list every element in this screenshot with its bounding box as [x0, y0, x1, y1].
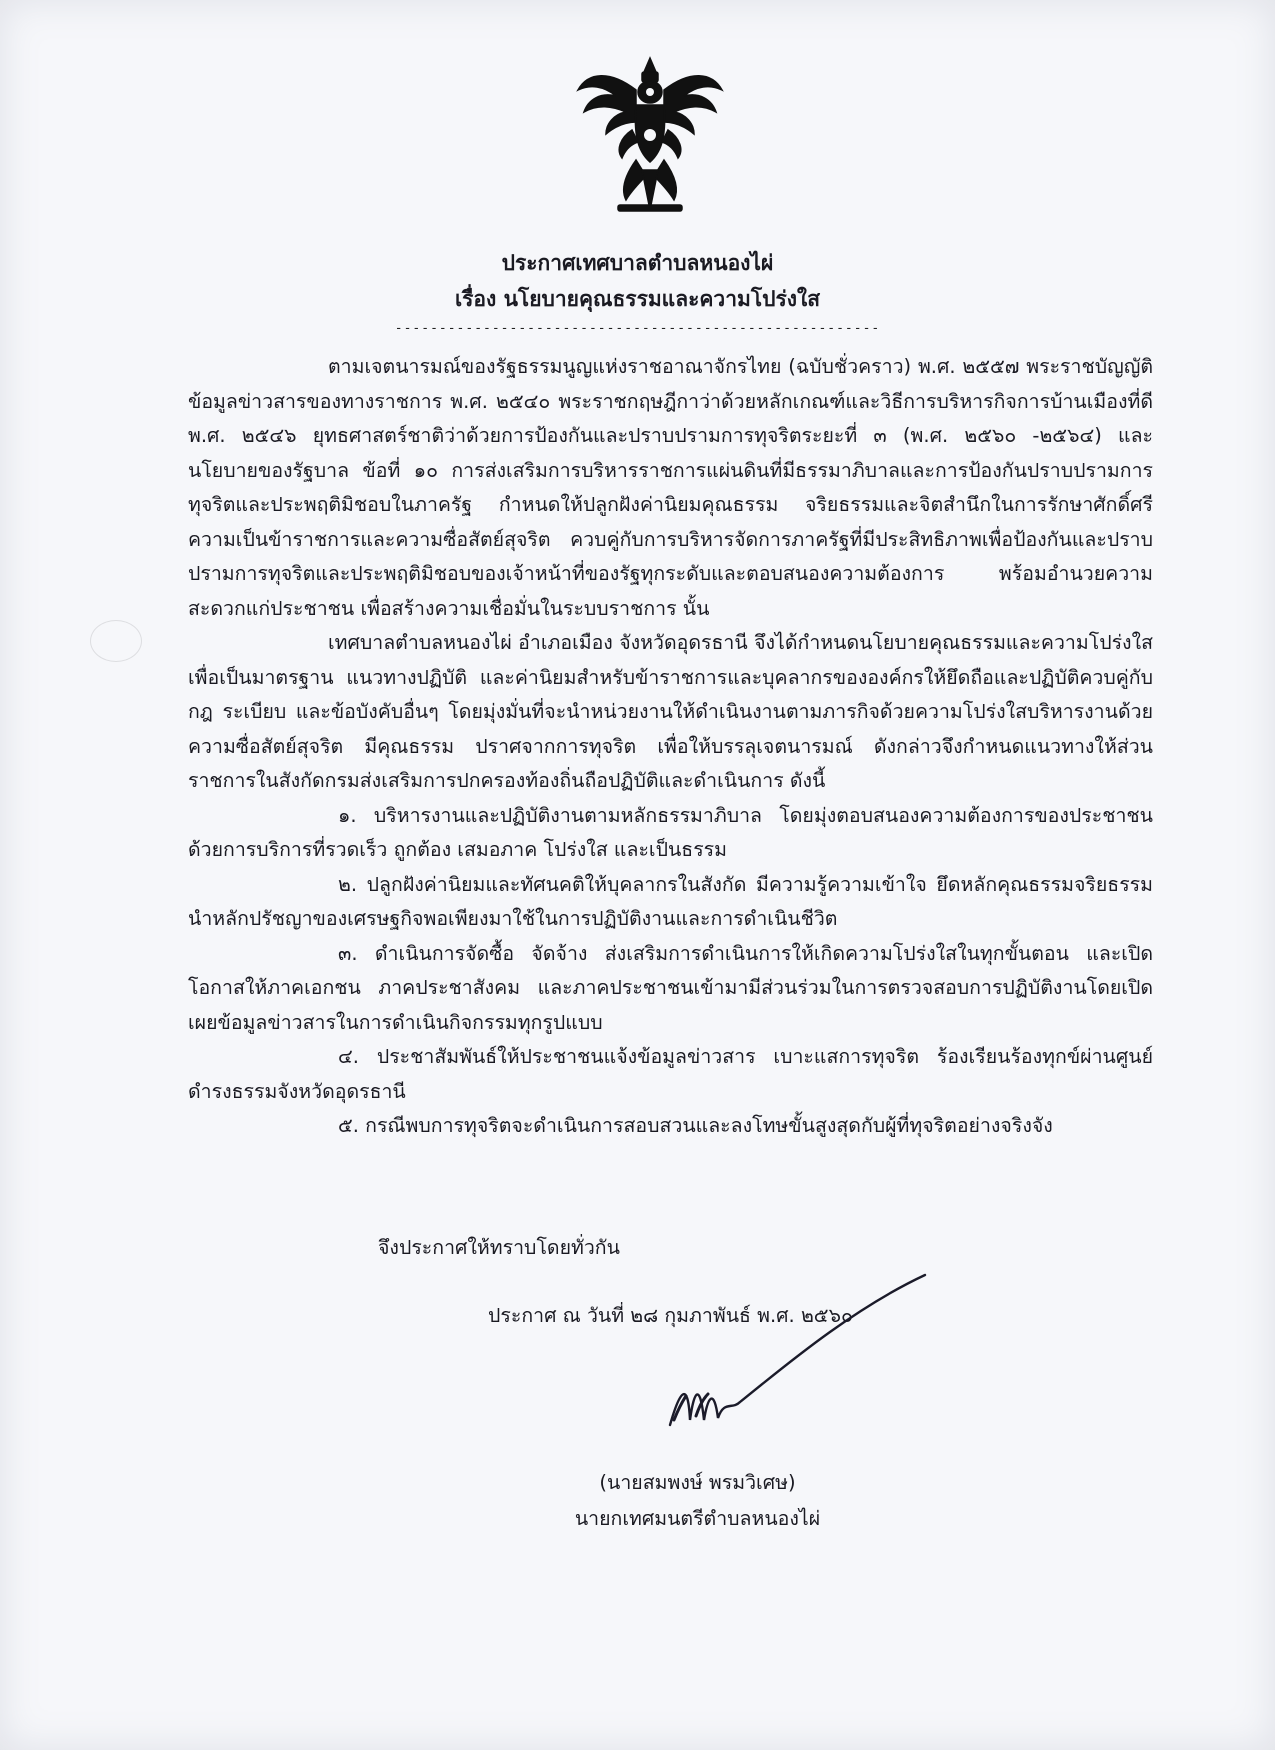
- body-paragraph-2: เทศบาลตำบลหนองไผ่ อำเภอเมือง จังหวัดอุดรธานี จึงได้กำหนดนโยบายคุณธรรมและความโปร่งใสเพื่อเป็นมาตรฐาน แนวทางปฏิบัติ และค่านิยมสำหรับข้าราชการและบุคลากรขององค์กรให้ยึดถือและปฏิบัติควบคู่กับกฎ ระเบียบ และข้อบังคับอื่นๆ โดยมุ่งมั่นที่จะนำหน่วยงานให้ดำเนินงานตามภารกิจด้วยความโปร่งใสบริหารงานด้วยความซื่อสัตย์สุจริต มีคุณธรรม ปราศจากการทุจริต เพื่อให้บรรลุเจตนารมณ์ ดังกล่าวจึงกำหนดแนวทางให้ส่วนราชการในสังกัดกรมส่งเสริมการปกครองท้องถิ่นถือปฏิบัติและดำเนินการ ดังนี้: [188, 631, 1153, 792]
- policy-item-2: ๒. ปลูกฝังค่านิยมและทัศนคติให้บุคลากรในสังกัด มีความรู้ความเข้าใจ ยึดหลักคุณธรรมจริยธรรม นำหลักปรัชญาของเศรษฐกิจพอเพียงมาใช้ในการปฏิบัติงานและการดำเนินชีวิต: [188, 872, 1153, 930]
- policy-item-3: ๓. ดำเนินการจัดซื้อ จัดจ้าง ส่งเสริมการดำเนินการให้เกิดความโปร่งใสในทุกขั้นตอน และเปิดโอกาสให้ภาคเอกชน ภาคประชาสังคม และภาคประชาชนเข้ามามีส่วนร่วมในการตรวจสอบการปฏิบัติงานโดยเปิดเผยข้อมูลข่าวสารในการดำเนินกิจกรรมทุกรูปแบบ: [188, 941, 1153, 1034]
- closing-announcement: จึงประกาศให้ทราบโดยทั่วกัน: [378, 1236, 620, 1259]
- signer-block: [0, 1465, 1275, 1537]
- signer-name: (นายสมพงษ์ พรมวิเศษ): [599, 1471, 796, 1494]
- policy-item-4: ๔. ประชาสัมพันธ์ให้ประชาชนแจ้งข้อมูลข่าวสาร เบาะแสการทุจริต ร้องเรียนร้องทุกข์ผ่านศูนย์ดำรงธรรมจังหวัดอุดรธานี: [188, 1045, 1153, 1103]
- document-title: ประกาศเทศบาลตำบลหนองไผ่: [501, 251, 774, 275]
- document-subject: เรื่อง นโยบายคุณธรรมและความโปร่งใส: [454, 287, 821, 311]
- handwritten-signature: [660, 1270, 940, 1450]
- header-divider: -------------------------------------------------------: [394, 321, 881, 336]
- policy-item-5: ๕. กรณีพบการทุจริตจะดำเนินการสอบสวนและลงโทษขั้นสูงสุดกับผู้ที่ทุจริตอย่างจริงจัง: [338, 1114, 1053, 1137]
- policy-item-1: ๑. บริหารงานและปฏิบัติงานตามหลักธรรมาภิบาล โดยมุ่งตอบสนองความต้องการของประชาชนด้วยการบริการที่รวดเร็ว ถูกต้อง เสมอภาค โปร่งใส และเป็นธรรม: [188, 803, 1153, 861]
- document-body: [188, 350, 1153, 1144]
- garuda-emblem-icon: [570, 50, 730, 220]
- document-header: [0, 245, 1275, 336]
- paper-mark: [90, 620, 142, 662]
- signer-position: นายกเทศมนตรีตำบลหนองไผ่: [574, 1507, 821, 1530]
- body-paragraph-1: ตามเจตนารมณ์ของรัฐธรรมนูญแห่งราชอาณาจักรไทย (ฉบับชั่วคราว) พ.ศ. ๒๕๕๗ พระราชบัญญัติข้อมูลข่าวสารของทางราชการ พ.ศ. ๒๕๔๐ พระราชกฤษฎีกาว่าด้วยหลักเกณฑ์และวิธีการบริหารกิจการบ้านเมืองที่ดี พ.ศ. ๒๕๔๖ ยุทธศาสตร์ชาติว่าด้วยการป้องกันและปราบปรามการทุจริตระยะที่ ๓ (พ.ศ. ๒๕๖๐ -๒๕๖๔) และนโยบายของรัฐบาล ข้อที่ ๑๐ การส่งเสริมการบริหารราชการแผ่นดินที่มีธรรมาภิบาลและการป้องกันปราบปรามการทุจริตและประพฤติมิชอบในภาครัฐ กำหนดให้ปลูกฝังค่านิยมคุณธรรม จริยธรรมและจิตสำนึกในการรักษาศักดิ์ศรีความเป็นข้าราชการและความซื่อสัตย์สุจริต ควบคู่กับการบริหารจัดการภาครัฐที่มีประสิทธิภาพเพื่อป้องกันและปราบปรามการทุจริตและประพฤติมิชอบของเจ้าหน้าที่ของรัฐทุกระดับและตอบสนองความต้องการ พร้อมอำนวยความสะดวกแก่ประชาชน เพื่อสร้างความเชื่อมั่นในระบบราชการ นั้น: [188, 355, 1153, 620]
- announcement-date: ประกาศ ณ วันที่ ๒๘ กุมภาพันธ์ พ.ศ. ๒๕๖๐: [488, 1304, 853, 1327]
